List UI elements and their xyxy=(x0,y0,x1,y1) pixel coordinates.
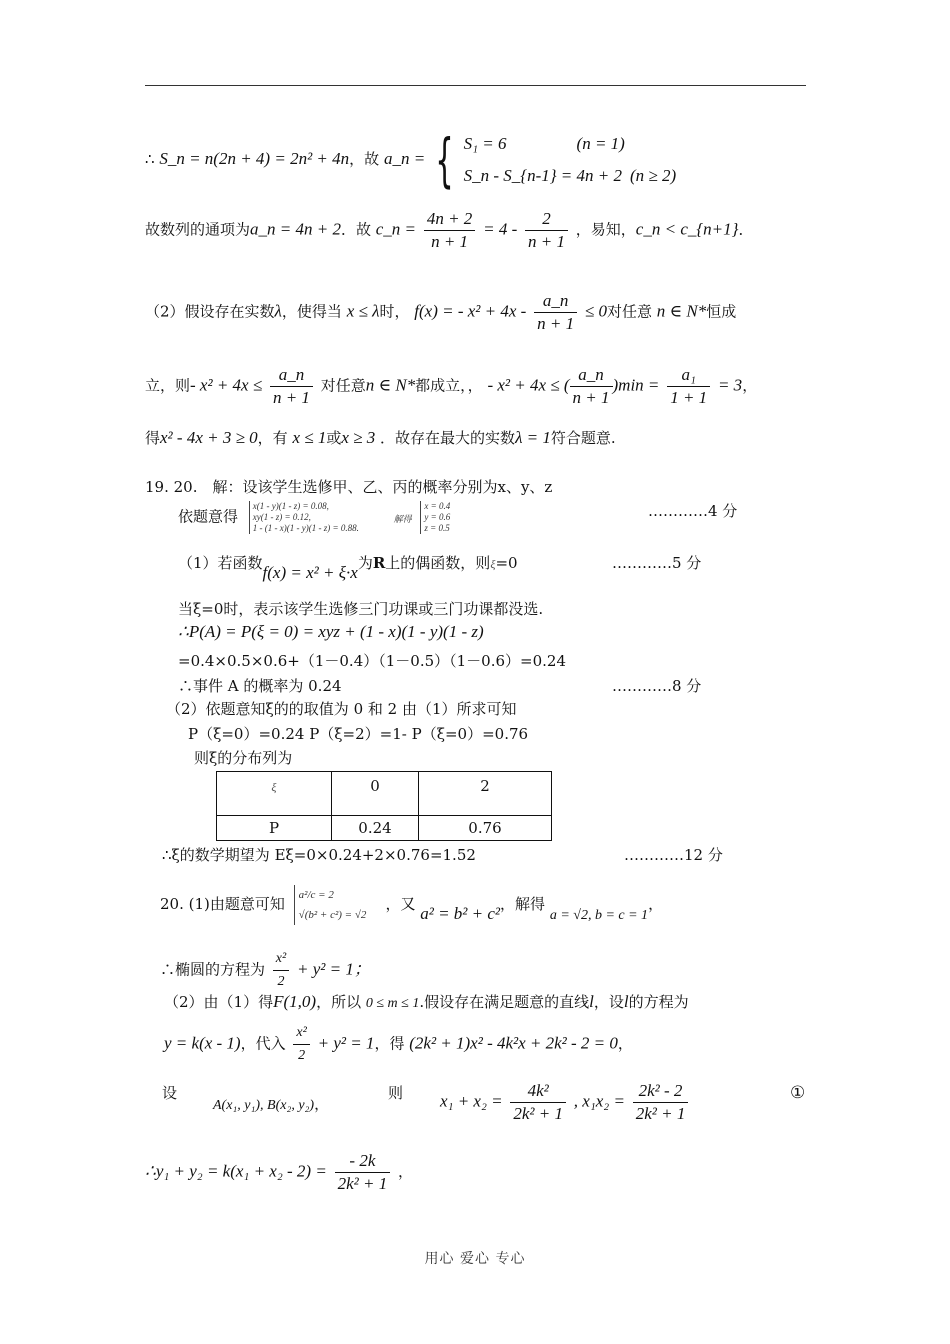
p19-line5: =0.4×0.5×0.6+（1－0.4）（1－0.5）（1－0.6）=0.24 xyxy=(178,652,567,670)
p19-heading: 19. 20. 解：设该学生选修甲、乙、丙的概率分别为x、y、z xyxy=(145,478,553,496)
circle-one-marker: ① xyxy=(790,1083,806,1103)
table-cell: P xyxy=(217,816,332,841)
p19-line9: 则ξ的分布列为 xyxy=(194,749,293,767)
page-footer: 用心 爱心 专心 xyxy=(424,1251,526,1267)
p20-line5-then: 则 xyxy=(388,1084,404,1102)
score-12: …………12 分 xyxy=(624,846,723,864)
eq-assume: （2）假设存在实数λ，使得当 x ≤ λ时， f(x) = - x² + 4x - $\frac{a\_n}{n + 1}$ ≤ 0对任意 n ∈ N*恒成 xyxy=(145,291,737,333)
eq-general-term: 故数列的通项为a_n = 4n + 2．故 c_n = $\frac{4n + 2}{n + 1}$ = 4 - $\frac{2}{n + 1}$ ，易知，c_n < c_{n+1}． xyxy=(145,209,754,251)
p19-line6: ∴事件 A 的概率为 0.24 xyxy=(178,677,342,695)
p20-line2: ∴椭圆的方程为 $\frac{\text{x²}}{2}$ + y² = 1； xyxy=(160,948,371,993)
p20-line5-points: A(x₁, y₁), B(x₂, y₂)， xyxy=(213,1095,330,1113)
p20-line6: ∴y₁ + y₂ = k(x₁ + x₂ - 2) = $\frac{- 2k}{\text{2k² + 1}}$ ， xyxy=(145,1151,414,1193)
p19-expectation: ∴ξ的数学期望为 Eξ=0×0.24+2×0.76=1.52 xyxy=(162,846,476,864)
score-8: …………8 分 xyxy=(612,677,702,695)
p19-system: 依题意得 x(1 - y)(1 - z) = 0.08, xy(1 - z) = 0.12, 1 - (1 - x)(1 - y)(1 - z) = 0.88. 解得 x = 0.4 y = 0.6 z = 0.5 xyxy=(178,501,451,533)
eq-holds: 立，则- x² + 4x ≤ $\frac{a\_n}{n + 1}$ 对任意n ∈ N*都成立，， - x² + 4x ≤ ( $\frac{a\_n}{n + 1}$ )min = $\frac{\text{a₁}}{1 + 1}$ = 3， xyxy=(145,365,758,407)
p19-line4: ∴P(A) = P(ξ = 0) = xyz + (1 - x)(1 - y)(1 - z) xyxy=(178,622,484,641)
distribution-table xyxy=(216,771,552,841)
p19-line8: P（ξ=0）=0.24 P（ξ=2）=1- P（ξ=0）=0.76 xyxy=(188,725,529,743)
header-rule xyxy=(145,85,806,86)
table-cell: 0.76 xyxy=(419,816,552,841)
p19-part1: （1）若函数f(x) = x² + ξ·x为R上的偶函数，则ξ=0 xyxy=(178,554,518,582)
table-cell: 2 xyxy=(419,772,552,816)
p20-line5-label: 设 xyxy=(162,1084,178,1102)
p20-line3: （2）由（1）得F(1,0)，所以 0 ≤ m ≤ 1.假设存在满足题意的直线l，设l的方程为 xyxy=(164,992,689,1011)
eq-conclusion: 得x² - 4x + 3 ≥ 0，有 x ≤ 1或x ≥ 3 ．故存在最大的实数λ = 1符合题意. xyxy=(145,428,616,447)
p19-line3: 当ξ=0时，表示该学生选修三门功课或三门功课都没选. xyxy=(178,600,544,618)
table-cell: 0 xyxy=(332,772,419,816)
score-5: …………5 分 xyxy=(612,554,702,572)
p20-line4: y = k(x - 1)，代入 $\frac{\text{x²}}{2}$ + y² = 1，得 (2k² + 1)x² - 4k²x + 2k² - 2 = 0， xyxy=(164,1022,633,1067)
p20-line1: 20. (1)由题意可知 a²/c = 2 √(b² + c²) = √2 ，又 a² = b² + c²，解得 a = √2, b = c = 1， xyxy=(160,885,663,925)
eq-sn-cases: ∴ S_n = n(2n + 4) = 2n² + 4n，故 a_n = { S₁ = 6 (n = 1) S_n - S_{n-1} = 4n + 2 (n ≥ 2) xyxy=(145,126,677,194)
score-4: …………4 分 xyxy=(648,502,738,520)
table-cell: 0.24 xyxy=(332,816,419,841)
table-row xyxy=(217,772,552,816)
table-cell: ξ xyxy=(217,772,332,816)
p19-line7: （2）依题意知ξ的的取值为 0 和 2 由（1）所求可知 xyxy=(166,700,517,718)
table-row xyxy=(217,816,552,841)
p20-vieta: x₁ + x₂ = $\frac{\text{4k²}}{\text{2k² + 1}}$ , x₁x₂ = $\frac{\text{2k² - 2}}{\text{2k² + 1}}$ xyxy=(440,1080,691,1125)
